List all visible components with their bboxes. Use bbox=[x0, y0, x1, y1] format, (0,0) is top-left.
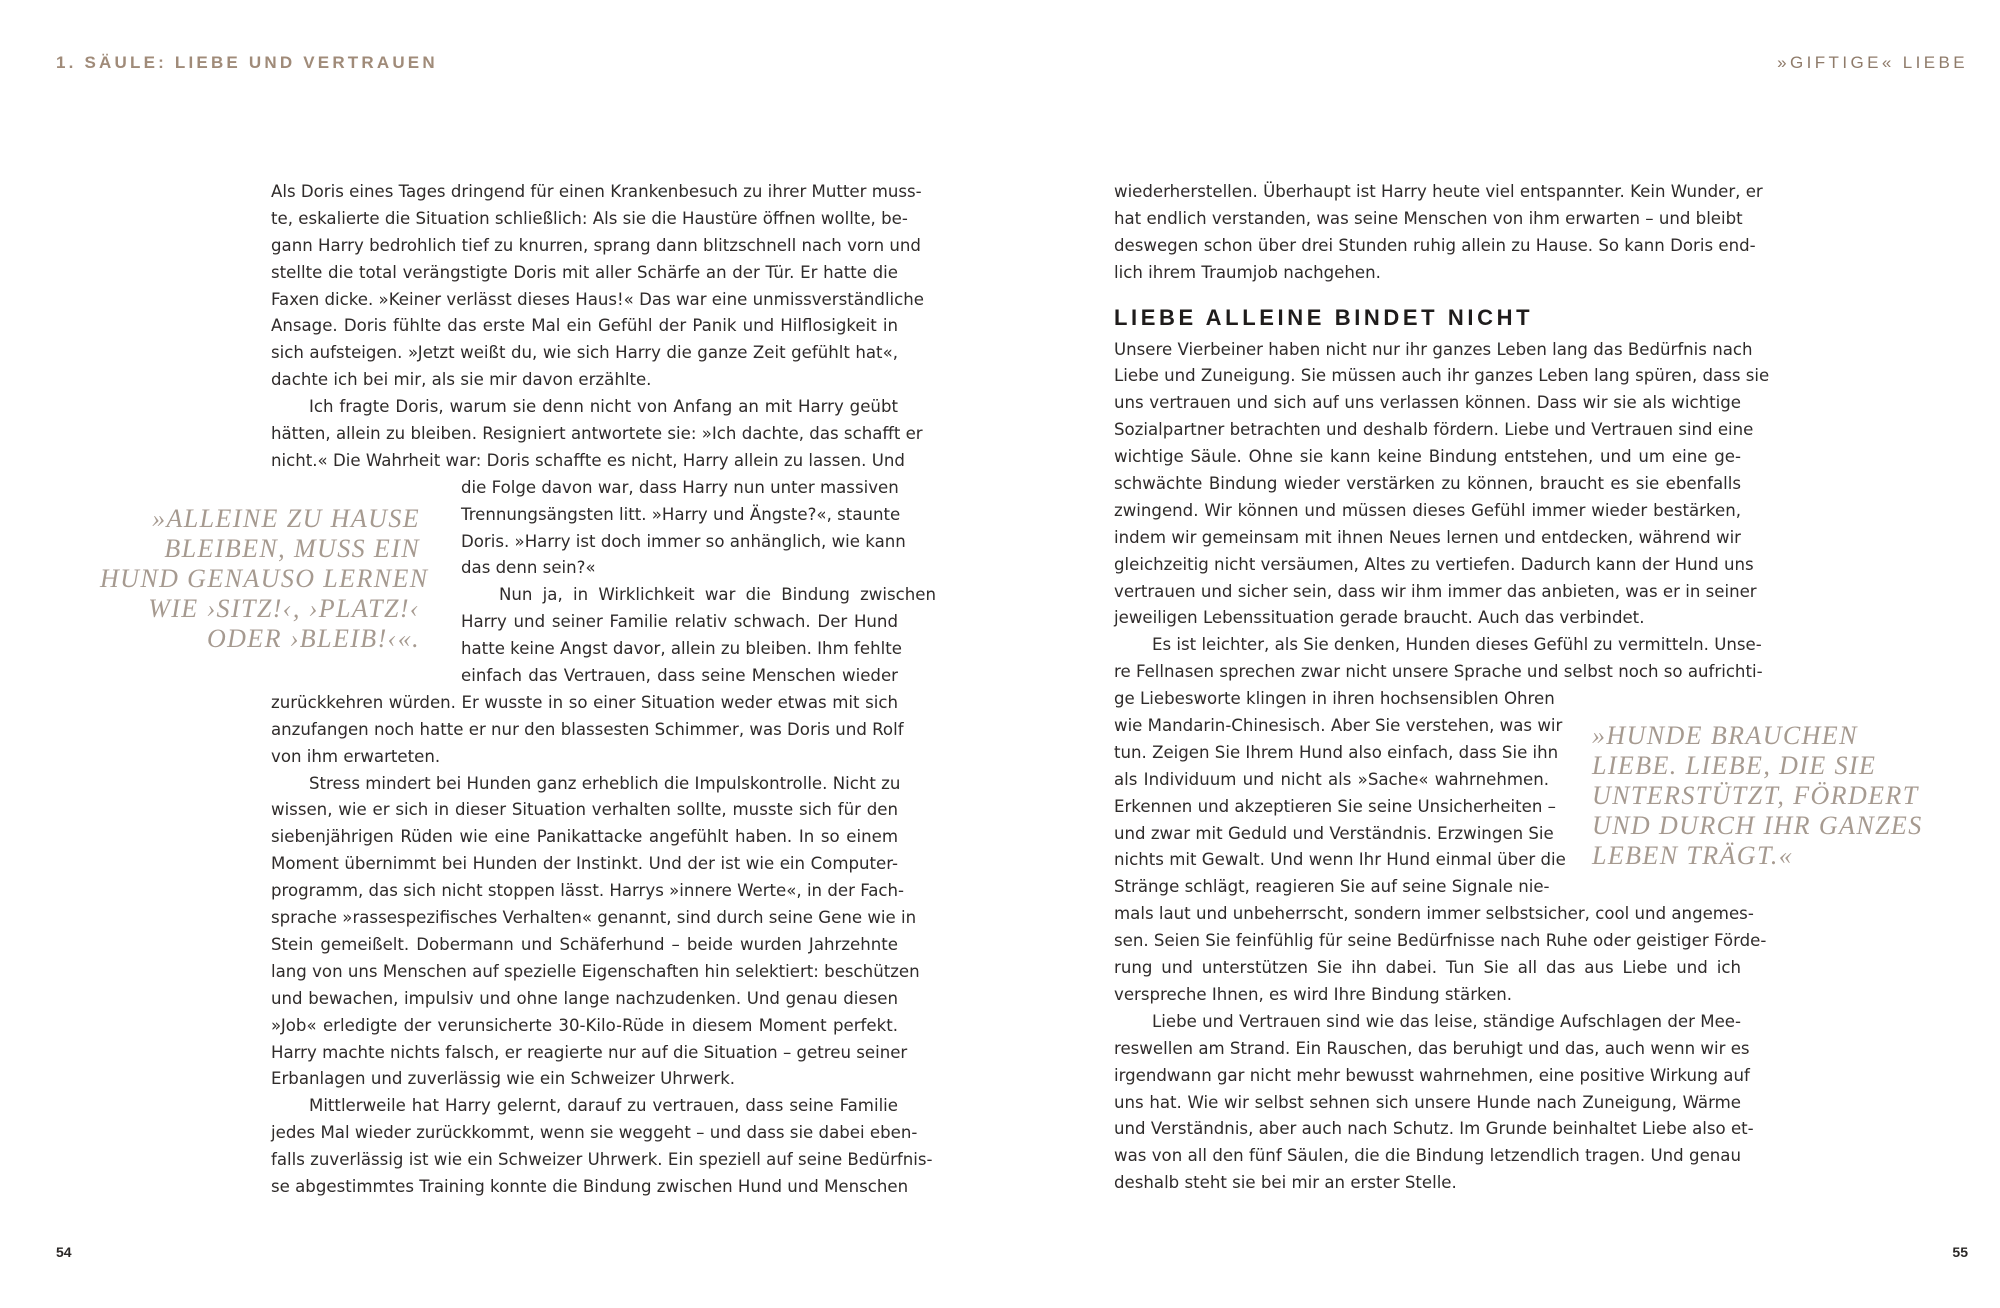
pull-quote-line: LEBEN TRÄGT.« bbox=[1592, 841, 1794, 870]
text-line: gleichzeitig nicht versäumen, Altes zu vertiefen. Dadurch kann der Hund uns bbox=[1114, 554, 1754, 574]
text-line: und bewachen, impulsiv und ohne lange nachzudenken. Und genau diesen bbox=[271, 988, 898, 1008]
text-line: das denn sein?« bbox=[461, 558, 596, 578]
text-line: indem wir gemeinsam mit ihnen Neues lernen und entdecken, während wir bbox=[1114, 527, 1741, 547]
text-line: nicht.« Die Wahrheit war: Doris schaffte es nicht, Harry allein zu lassen. Und bbox=[271, 450, 905, 470]
pull-quote-line: UND DURCH IHR GANZES bbox=[1592, 811, 1923, 840]
text-line: Stein gemeißelt. Dobermann und Schäferhund – beide wurden Jahrzehnte bbox=[271, 934, 898, 954]
section-heading: LIEBE ALLEINE BINDET NICHT bbox=[1114, 304, 1534, 330]
text-line: sich aufsteigen. »Jetzt weißt du, wie sich Harry die ganze Zeit gefühlt hat«, bbox=[271, 343, 898, 363]
text-line: Trennungsängsten litt. »Harry und Ängste?«, staunte bbox=[461, 504, 901, 524]
text-line: Harry machte nichts falsch, er reagierte nur auf die Situation – getreu seiner bbox=[271, 1042, 908, 1062]
text-line: Unsere Vierbeiner haben nicht nur ihr ganzes Leben lang das Bedürfnis nach bbox=[1114, 339, 1753, 359]
text-line: zurückkehren würden. Er wusste in so einer Situation weder etwas mit sich bbox=[271, 692, 898, 712]
text-line: die Folge davon war, dass Harry nun unter massiven bbox=[461, 477, 899, 497]
text-line: deswegen schon über drei Stunden ruhig allein zu Hause. So kann Doris end- bbox=[1114, 235, 1756, 255]
text-line: re Fellnasen sprechen zwar nicht unsere Sprache und selbst noch so aufrichti- bbox=[1114, 662, 1763, 682]
text-line: Mittlerweile hat Harry gelernt, darauf zu vertrauen, dass seine Familie bbox=[309, 1096, 898, 1116]
text-line: uns hat. Wie wir selbst sehnen sich unsere Hunde nach Zuneigung, Wärme bbox=[1114, 1092, 1741, 1112]
pull-quote-line: »ALLEINE ZU HAUSE bbox=[152, 504, 420, 533]
text-line: und zwar mit Geduld und Verständnis. Erzwingen Sie bbox=[1114, 823, 1554, 843]
pull-quote-left bbox=[100, 504, 429, 654]
text-line: irgendwann gar nicht mehr bewusst wahrnehmen, eine positive Wirkung auf bbox=[1114, 1065, 1750, 1085]
running-head-left: 1. SÄULE: LIEBE UND VERTRAUEN bbox=[56, 53, 438, 72]
text-line: was von all den fünf Säulen, die die Bindung letzendlich tragen. Und genau bbox=[1114, 1146, 1741, 1166]
text-line: siebenjährigen Rüden wie eine Panikattacke angefühlt haben. In so einem bbox=[271, 827, 898, 847]
text-line: Es ist leichter, als Sie denken, Hunden dieses Gefühl zu vermitteln. Unse- bbox=[1152, 635, 1762, 655]
text-line: gann Harry bedrohlich tief zu knurren, sprang dann blitzschnell nach vorn und bbox=[271, 235, 921, 255]
text-line: jedes Mal wieder zurückkommt, wenn sie weggeht – und dass sie dabei eben- bbox=[271, 1123, 918, 1143]
text-line: »Job« erledigte der verunsicherte 30-Kilo-Rüde in diesem Moment perfekt. bbox=[271, 1015, 898, 1035]
text-line: Sozialpartner betrachten und deshalb fördern. Liebe und Vertrauen sind eine bbox=[1114, 420, 1754, 440]
text-line: uns vertrauen und sich auf uns verlassen können. Dass wir sie als wichtige bbox=[1114, 393, 1741, 413]
text-line: stellte die total verängstigte Doris mit aller Schärfe an der Tür. Er hatte die bbox=[271, 262, 898, 282]
text-line: falls zuverlässig ist wie ein Schweizer Uhrwerk. Ein speziell auf seine Bedürfnis- bbox=[271, 1150, 933, 1170]
text-line: reswellen am Strand. Ein Rauschen, das beruhigt und das, auch wenn wir es bbox=[1114, 1038, 1750, 1058]
pull-quote-line: HUND GENAUSO LERNEN bbox=[100, 564, 429, 593]
text-line: lang von uns Menschen auf spezielle Eigenschaften hin selektiert: beschützen bbox=[271, 961, 920, 981]
text-line: Erbanlagen und zuverlässig wie ein Schweizer Uhrwerk. bbox=[271, 1069, 736, 1089]
text-line: Erkennen und akzeptieren Sie seine Unsicherheiten – bbox=[1114, 796, 1556, 816]
text-line: und Verständnis, aber auch nach Schutz. Im Grunde beinhaltet Liebe also et- bbox=[1114, 1119, 1754, 1139]
text-line: te, eskalierte die Situation schließlich: Als sie die Haustüre öffnen wollte, be- bbox=[271, 208, 908, 228]
text-line: programm, das sich nicht stoppen lässt. Harrys »innere Werte«, in der Fach- bbox=[271, 881, 905, 901]
text-line: wichtige Säule. Ohne sie kann keine Bindung entstehen, und um eine ge- bbox=[1114, 447, 1741, 467]
text-line: sprache »rassespezifisches Verhalten« genannt, sind durch seine Gene wie in bbox=[271, 908, 917, 928]
text-line: Stränge schlägt, reagieren Sie auf seine Signale nie- bbox=[1114, 877, 1550, 897]
pull-quote-line: LIEBE. LIEBE, DIE SIE bbox=[1592, 751, 1877, 780]
text-line: Faxen dicke. »Keiner verlässt dieses Haus!« Das war eine unmissverständliche bbox=[271, 289, 925, 309]
text-line: dachte ich bei mir, als sie mir davon erzählte. bbox=[271, 370, 652, 390]
text-line: tun. Zeigen Sie Ihrem Hund also einfach, dass Sie ihn bbox=[1114, 742, 1559, 762]
text-line: einfach das Vertrauen, dass seine Menschen wieder bbox=[461, 666, 898, 686]
text-line: Ich fragte Doris, warum sie denn nicht von Anfang an mit Harry geübt bbox=[309, 397, 898, 417]
pull-quote-right bbox=[1592, 721, 1952, 871]
text-line: Ansage. Doris fühlte das erste Mal ein Gefühl der Panik und Hilflosigkeit in bbox=[271, 316, 898, 336]
text-line: Harry und seiner Familie relativ schwach. Der Hund bbox=[461, 612, 898, 632]
text-line: nichts mit Gewalt. Und wenn Ihr Hund einmal über die bbox=[1114, 850, 1566, 870]
pull-quote-line: »HUNDE BRAUCHEN bbox=[1592, 721, 1858, 750]
text-line: wiederherstellen. Überhaupt ist Harry heute viel entspannter. Kein Wunder, er bbox=[1114, 182, 1763, 201]
page-number-left: 54 bbox=[56, 1244, 72, 1260]
text-line: anzufangen noch hatte er nur den blassesten Schimmer, was Doris und Rolf bbox=[271, 719, 904, 739]
text-line: schwächte Bindung wieder verstärken zu können, braucht es sie ebenfalls bbox=[1114, 474, 1741, 494]
text-line: Liebe und Vertrauen sind wie das leise, ständige Aufschlagen der Mee- bbox=[1152, 1011, 1741, 1031]
text-line: se abgestimmtes Training konnte die Bindung zwischen Hund und Menschen bbox=[271, 1176, 909, 1196]
text-line: ge Liebesworte klingen in ihren hochsensiblen Ohren bbox=[1114, 689, 1555, 709]
text-line: Als Doris eines Tages dringend für einen Krankenbesuch zu ihrer Mutter muss- bbox=[271, 182, 922, 201]
text-line: vertrauen und sicher sein, dass wir ihm immer das anbieten, was er in seiner bbox=[1114, 581, 1757, 601]
text-line: hat endlich verstanden, was seine Menschen von ihm erwarten – und bleibt bbox=[1114, 208, 1743, 228]
text-line: lich ihrem Traumjob nachgehen. bbox=[1114, 262, 1381, 282]
text-line: rung und unterstützen Sie ihn dabei. Tun Sie all das aus Liebe und ich bbox=[1114, 958, 1741, 978]
left-page-body bbox=[271, 179, 936, 1201]
text-line: Doris. »Harry ist doch immer so anhänglich, wie kann bbox=[461, 531, 906, 551]
text-line: mals laut und unbeherrscht, sondern immer selbstsicher, cool und angemes- bbox=[1114, 904, 1754, 924]
text-line: Liebe und Zuneigung. Sie müssen auch ihr ganzes Leben lang spüren, dass sie bbox=[1114, 366, 1770, 386]
text-line: jeweiligen Lebenssituation gerade braucht. Auch das verbindet. bbox=[1114, 608, 1645, 628]
text-line: von ihm erwarteten. bbox=[271, 746, 441, 766]
text-line: wissen, wie er sich in dieser Situation verhalten sollte, musste sich für den bbox=[271, 800, 898, 820]
text-line: hätten, allein zu bleiben. Resigniert antwortete sie: »Ich dachte, das schafft er bbox=[271, 424, 923, 444]
pull-quote-line: BLEIBEN, MUSS EIN bbox=[164, 534, 420, 563]
text-line: Nun ja, in Wirklichkeit war die Bindung zwischen bbox=[499, 585, 936, 605]
pull-quote-line: UNTERSTÜTZT, FÖRDERT bbox=[1592, 781, 1919, 810]
text-line: wie Mandarin-Chinesisch. Aber Sie verstehen, was wir bbox=[1114, 716, 1563, 736]
text-line: hatte keine Angst davor, allein zu bleiben. Ihm fehlte bbox=[461, 639, 902, 659]
pull-quote-line: WIE ›SITZ!‹, ›PLATZ!‹ bbox=[148, 594, 420, 623]
text-line: deshalb steht sie bei mir an erster Stelle. bbox=[1114, 1173, 1457, 1193]
text-line: verspreche Ihnen, es wird Ihre Bindung stärken. bbox=[1114, 984, 1513, 1004]
page-number-right: 55 bbox=[1952, 1244, 1968, 1260]
text-line: zwingend. Wir können und müssen dieses Gefühl immer wieder bestärken, bbox=[1114, 500, 1741, 520]
running-head-right: »GIFTIGE« LIEBE bbox=[1777, 53, 1968, 72]
text-line: Moment übernimmt bei Hunden der Instinkt. Und der ist wie ein Computer- bbox=[271, 854, 898, 874]
text-line: sen. Seien Sie feinfühlig für seine Bedürfnisse nach Ruhe oder geistiger Förde- bbox=[1114, 931, 1767, 951]
pull-quote-line: ODER ›BLEIB!‹«. bbox=[206, 624, 420, 653]
text-line: Stress mindert bei Hunden ganz erheblich die Impulskontrolle. Nicht zu bbox=[309, 773, 901, 793]
text-line: als Individuum und nicht als »Sache« wahrnehmen. bbox=[1114, 769, 1549, 789]
